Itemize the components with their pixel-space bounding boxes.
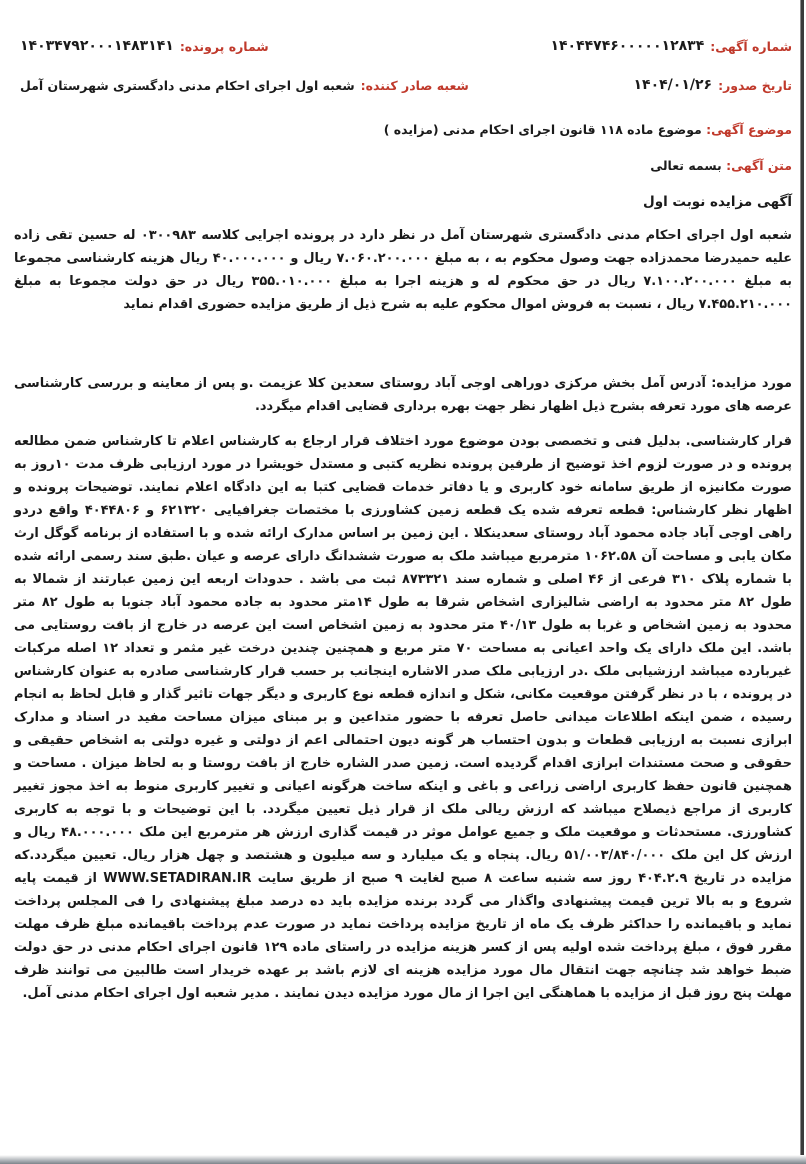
issuer-block — [20, 78, 469, 93]
case-number: ۱۴۰۳۴۷۹۲۰۰۰۱۴۸۳۱۴۱ — [20, 38, 174, 54]
page-edge-right — [801, 0, 804, 1155]
notice-heading: آگهی مزایده نوبت اول — [643, 194, 792, 210]
case-number-block — [20, 38, 269, 54]
issuer-label: شعبه صادر کننده: — [360, 77, 469, 93]
case-number-label: شماره پرونده: — [179, 38, 269, 54]
paragraph-subject-of-auction: مورد مزایده: آدرس آمل بخش مرکزی دوراهی اوجی آباد روستای سعدین کلا عزیمت .و پس از معاینه و بررسی کارشناسی عرصه های مورد تعرفه بشرح ذیل اظهار نظر جهت بهره برداری قضایی اقدام میگردد. — [14, 376, 792, 414]
ad-number: ۱۴۰۴۴۷۴۶۰۰۰۰۰۱۲۸۳۴ — [550, 38, 705, 54]
ad-number-label: شماره آگهی: — [710, 38, 792, 54]
body-label-line — [14, 158, 792, 173]
issue-date-block — [622, 77, 792, 93]
header-row-numbers — [14, 34, 792, 58]
issue-date-label: تاریخ صدور: — [718, 77, 792, 93]
header-row-issue — [14, 73, 792, 97]
issuer-name: شعبه اول اجرای احکام مدنی دادگستری شهرستان آمل — [20, 77, 355, 93]
bismillah: بسمه تعالی — [650, 158, 722, 173]
paragraph-expert-report: قرار کارشناسی. بدلیل فنی و تخصصی بودن موضوع مورد اختلاف قرار ارجاع به کارشناس اعلام تا کارشناس ضمن مطالعه پرونده و در صورت لزوم اخذ توضیح از طرفین پرونده نظریه کتبی و مستدل خویشرا در مورد ارزیابی ظرف مدت ۱۰روز به صورت مکانیزه از طریق سامانه خود کاربری و یا دفاتر خدمات قضایی کتبا به این دادگاه اعلام نمایند. توضیحات پرونده و اظهار نظر کارشناس: قطعه تعرفه شده یک قطعه زمین کشاورزی با مختصات جغرافیایی ۶۲۱۳۲۰ و ۴۰۴۴۸۰۶ واقع دردو راهی اوجی آباد جاده محمود آباد روستای سعدینکلا . این زمین بر اساس مدارک ارائه شده و با استفاده از برنامه گوگل ارث مکان یابی و مساحت آن ۱۰۶۲.۵۸ مترمربع میباشد ملک به صورت ششدانگ دارای عرصه و عیان .طبق سند رسمی ارائه شده با شماره پلاک ۳۱۰ فرعی از ۴۶ اصلی و شماره سند ۸۷۳۳۲۱ ثبت می باشد . حدودات اربعه این زمین عبارتند از شمالا به طول ۸۲ متر محدود به اراضی شالیزاری اشخاص شرقا به طول ۱۴متر محدود به جاده محمود آباد جنوبا به طول ۸۲ متر محدود به زمین اشخاص و غربا به طول ۴۰/۱۳ متر محدود به زمین اشخاص است این عرصه در خارج از بافت روستایی می باشد. این ملک دارای یک واحد اعیانی به مساحت ۷۰ متر مربع و همچنین چندین درخت غیر مثمر و تعداد ۱۲ اصله مرکبات غیربارده میباشد ارزشیابی ملک .در ارزیابی ملک صدر الاشاره اینجانب بر حسب قرار کارشناسی صادره به عنوان کارشناس در پرونده ، با در نظر گرفتن موقعیت مکانی، شکل و اندازه قطعه نوع کاربری و دیگر جهات تاثیر گذار و قابل لحاظ به انجام رسیده ، ضمن اینکه اطلاعات میدانی حاصل تعرفه با حضور متداعین و بر مبنای میزان مساحت مفید در اسناد و مدارک ابرازی نسبت به ارزیابی قطعات و بدون احتساب هر گونه دیون احتمالی اعم از دولتی و غیره دولتی به اشخاص حقیقی و حقوقی و صحت مستندات ابرازی اقدام گردیده است. زمین صدر الشاره خارج از بافت روستا و به لحاظ میزان . مساحت و همچنین قانون حفظ کاربری اراضی زراعی و باغی و اینکه ساخت هرگونه اعیانی و تغییر کاربری منوط به اخذ مجوز تغییر کاربری از مراجع ذیصلاح میباشد که ارزش ریالی ملک از قرار ذیل تعیین میگردد. با این توضیحات و با توجه به کاربری کشاورزی. مستحدثات و موقعیت ملک و جمیع عوامل موثر در قیمت گذاری ارزش هر مترمربع این ملک ۴۸.۰۰۰.۰۰۰ ریال و ارزش کل این ملک ۵۱/۰۰۳/۸۴۰/۰۰۰ ریال. پنجاه و یک میلیارد و سه میلیون و هشتصد و چهل هزار ریال. تعیین میگردد.که مزایده در تاریخ ۴۰۴.۲.۹ روز سه شنبه ساعت ۸ صبح لغایت ۹ صبح از طریق سایت WWW.SETADIRAN.IR از قیمت پایه شروع و به بالا ترین قیمت پیشنهادی واگذار می گردد برنده مزایده باید ده درصد مبلغ پیشنهادی را فی المجلس پرداخت نماید و باقیمانده را حداکثر ظرف یک ماه از تاریخ مزایده پرداخت نماید در صورت عدم پرداخت باقیمانده مبلغ ظرف مهلت مقرر فوق ، مبلغ پرداخت شده اولیه پس از کسر هزینه مزایده در راستای ماده ۱۲۹ قانون اجرای احکام مدنی در حق دولت ضبط خواهد شد چنانچه جهت انتقال مال مورد مزایده هزینه ای لازم باشد بر عهده خریدار است طالبین می توانند ظرف مهلت پنج روز قبل از مزایده با هماهنگی این اجرا از مال مورد مزایده دیدن نمایند . مدیر شعبه اول اجرای احکام مدنی آمل. — [14, 434, 793, 1001]
subject-text: موضوع ماده ۱۱۸ قانون اجرای احکام مدنی (مزایده ) — [383, 122, 702, 137]
subject-label: موضوع آگهی: — [706, 122, 792, 137]
subject-line — [14, 122, 792, 137]
paragraph-intro: شعبه اول اجرای احکام مدنی دادگستری شهرستان آمل در نظر دارد در پرونده اجرایی کلاسه ۰۳۰۰۹۸۳ له حسین تقی زاده علیه حمیدرضا محمدزاده جهت وصول محکوم به ، به مبلغ ۷.۰۶۰.۲۰۰.۰۰۰ ریال و ۴۰.۰۰۰.۰۰۰ ریال هزینه کارشناسی مجموعا به مبلغ ۷.۱۰۰.۲۰۰.۰۰۰ ریال در حق محکوم له و هزینه اجرا به مبلغ ۳۵۵.۰۱۰.۰۰۰ ریال در حق دولت مجموعا به مبلغ ۷.۴۵۵.۲۱۰.۰۰۰ ریال ، نسبت به فروش اموال محکوم علیه به شرح ذیل از طریق مزایده حضوری اقدام نماید — [14, 228, 793, 312]
ad-number-block — [550, 38, 792, 54]
body-label: متن آگهی: — [726, 158, 792, 173]
page-edge-bottom — [0, 1155, 806, 1164]
notice-content — [14, 0, 792, 1152]
issue-date: ۱۴۰۴/۰۱/۲۶ — [633, 77, 713, 93]
